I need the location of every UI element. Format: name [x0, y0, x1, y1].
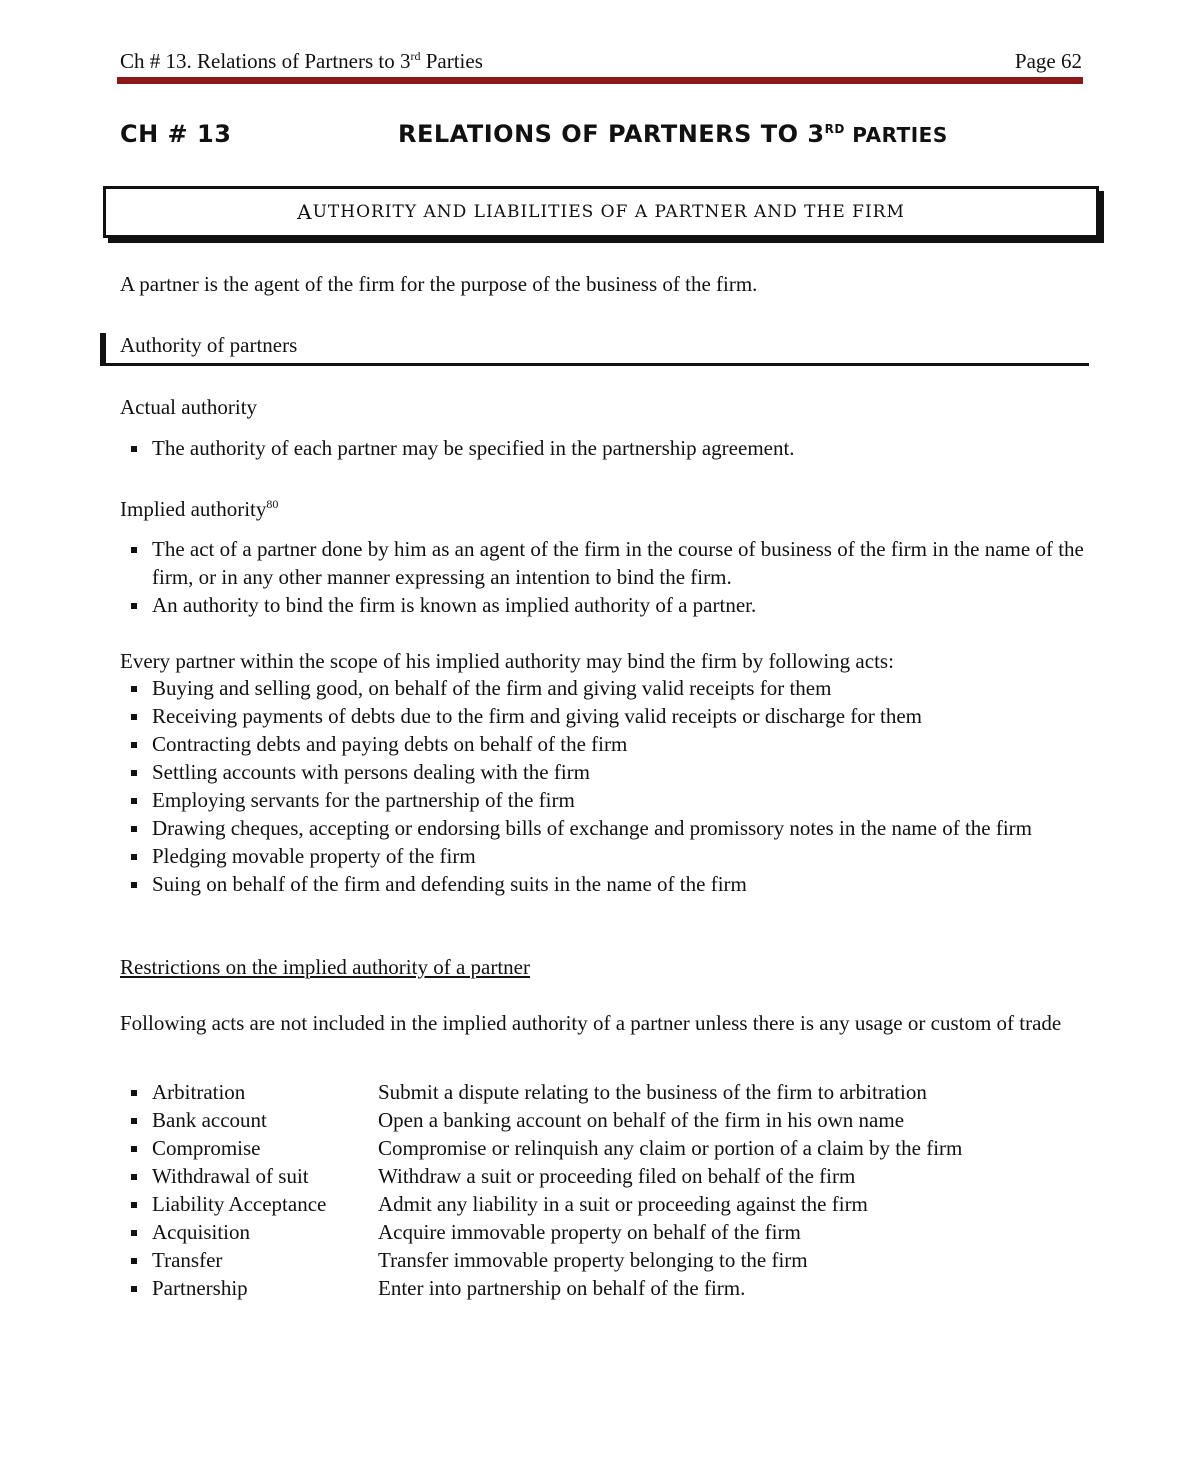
restriction-term: Withdrawal of suit [152, 1164, 309, 1188]
restrictions-heading: Restrictions on the implied authority of a partner [120, 955, 530, 979]
footnote-ref: 80 [266, 497, 279, 511]
chapter-title [120, 116, 1082, 156]
running-header-left: Ch # 13. Relations of Partners to 3rd Parties [120, 49, 483, 73]
actual-authority-heading: Actual authority [120, 395, 258, 419]
restriction-row [120, 1190, 1090, 1218]
list-item: Employing servants for the partnership of the firm [120, 786, 1088, 814]
restriction-desc: Admit any liability in a suit or proceeding against the firm [378, 1192, 868, 1216]
list-item: An authority to bind the firm is known as implied authority of a partner. [120, 591, 1088, 619]
restriction-desc: Compromise or relinquish any claim or portion of a claim by the firm [378, 1136, 963, 1160]
restriction-row [120, 1134, 1090, 1162]
restrictions-intro: Following acts are not included in the implied authority of a partner unless there is any usage or custom of trade [120, 1011, 1062, 1035]
authority-heading: Authority of partners [100, 333, 1089, 366]
chapter-number: CH # 13 [120, 120, 232, 148]
restriction-desc: Submit a dispute relating to the business of the firm to arbitration [378, 1080, 927, 1104]
acts-intro: Every partner within the scope of his implied authority may bind the firm by following acts: [120, 649, 894, 673]
chapter-heading: RELATIONS OF PARTNERS TO 3RD PARTIES [398, 120, 948, 148]
list-item: Drawing cheques, accepting or endorsing bills of exchange and promissory notes in the name of the firm [120, 814, 1088, 842]
restriction-term: Compromise [152, 1136, 261, 1160]
restriction-row [120, 1078, 1090, 1106]
actual-authority-list [120, 434, 1088, 462]
acts-list [120, 674, 1088, 898]
restriction-desc: Acquire immovable property on behalf of the firm [378, 1220, 801, 1244]
restriction-row [120, 1246, 1090, 1274]
implied-authority-list [120, 535, 1088, 619]
restrictions-list [120, 1078, 1090, 1302]
section-title-box: A UTHORITY AND LIABILITIES OF A PARTNER AND THE FIRM [103, 186, 1099, 238]
list-item: Settling accounts with persons dealing with the firm [120, 758, 1088, 786]
implied-authority-heading: Implied authority$^{80}$ [120, 497, 279, 521]
restriction-desc: Enter into partnership on behalf of the firm. [378, 1276, 746, 1300]
restriction-term: Bank account [152, 1108, 267, 1132]
running-header [120, 46, 1082, 74]
restriction-term: Transfer [152, 1248, 223, 1272]
list-item: Receiving payments of debts due to the firm and giving valid receipts or discharge for them [120, 702, 1088, 730]
restriction-row [120, 1274, 1090, 1302]
restriction-row [120, 1162, 1090, 1190]
list-item: Suing on behalf of the firm and defending suits in the name of the firm [120, 870, 1088, 898]
list-item: Contracting debts and paying debts on behalf of the firm [120, 730, 1088, 758]
list-item: Pledging movable property of the firm [120, 842, 1088, 870]
restriction-desc: Withdraw a suit or proceeding filed on behalf of the firm [378, 1164, 856, 1188]
list-item: The act of a partner done by him as an agent of the firm in the course of business of the firm in the name of the firm, or in any other manner expressing an intention to bind the firm. [120, 535, 1088, 591]
restriction-desc: Transfer immovable property belonging to the firm [378, 1248, 808, 1272]
page-number: Page 62 [1014, 49, 1082, 73]
restriction-desc: Open a banking account on behalf of the firm in his own name [378, 1108, 905, 1132]
restriction-term: Partnership [152, 1276, 248, 1300]
header-rule [117, 77, 1083, 84]
restriction-row [120, 1218, 1090, 1246]
restriction-term: Arbitration [152, 1080, 246, 1104]
restriction-row [120, 1106, 1090, 1134]
restriction-term: Acquisition [152, 1220, 250, 1244]
intro-paragraph: A partner is the agent of the firm for the purpose of the business of the firm. [120, 272, 758, 296]
list-item: Buying and selling good, on behalf of the firm and giving valid receipts for them [120, 674, 1088, 702]
restriction-term: Liability Acceptance [152, 1192, 327, 1216]
list-item: The authority of each partner may be specified in the partnership agreement. [120, 434, 1088, 462]
